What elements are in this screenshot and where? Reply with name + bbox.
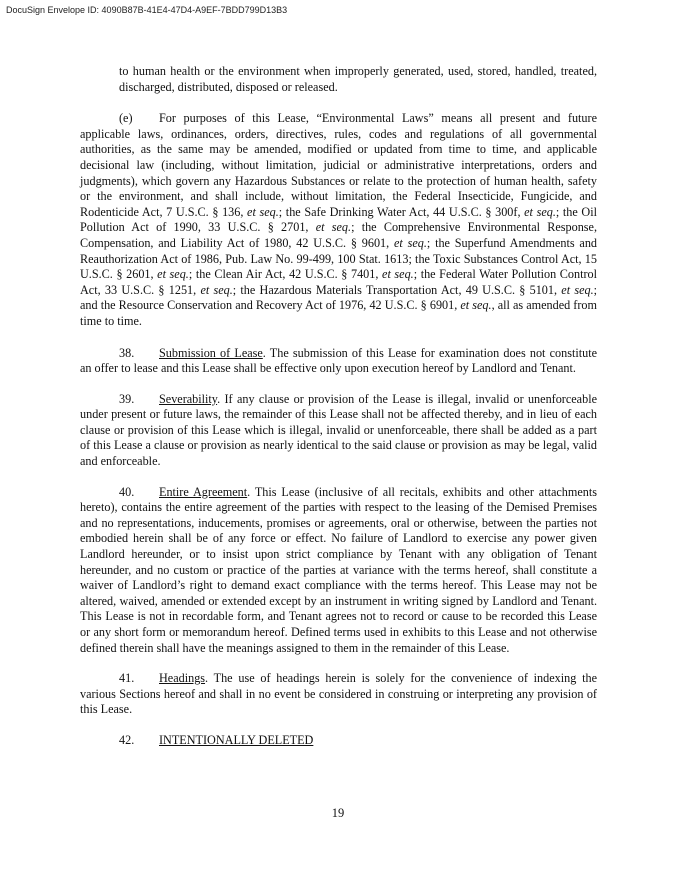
section-number: 40. xyxy=(119,484,135,499)
et-seq: et seq. xyxy=(382,267,414,282)
section-text: . The submission of this Lease for examination does not constitute an offer to lease and this Lease shall be effective only upon execution hereof by Landlord and Tenant. xyxy=(80,345,597,376)
subsection-e-text: ; the Oil Pollution Act of 1990, 33 U.S.C. § 2701, xyxy=(80,204,597,235)
subsection-e-text: ; the Comprehensive Environmental Response, Compensation, and Liability Act of 1980, 42 U.S.C. § 9601, xyxy=(80,220,598,250)
section-number: 39. xyxy=(119,391,135,406)
subsection-e-text: , all as amended from time to time. xyxy=(80,298,597,328)
et-seq: et seq. xyxy=(315,220,352,235)
section-heading: INTENTIONALLY DELETED xyxy=(159,732,314,747)
section-number: 38. xyxy=(119,345,135,360)
et-seq: et seq. xyxy=(247,204,279,219)
subsection-e-text: ; the Clean Air Act, 42 U.S.C. § 7401, xyxy=(188,267,379,282)
subsection-e-text: For purposes of this Lease, “Environmental Laws” means all present and future applicable laws, ordinances, orders, directives, rules, codes and regulations of all governmental authorities, as the same may be amended, modified or updated from time to time, and applicable decisional law (including, without limitation, judicial or administrative interpretations, orders and judgments), which govern any Hazardous Substances or relate to the protection of human health, safety or the environment, and shall include, without limitation, the Federal Insecticide, Fungicide, and Rodenticide Act, 7 U.S.C. § 136, xyxy=(80,111,597,219)
et-seq: et seq. xyxy=(561,282,594,297)
section-number: 41. xyxy=(119,671,135,686)
continuation-paragraph: to human health or the environment when improperly generated, used, stored, handled, treated, discharged, distributed, disposed or released. xyxy=(119,64,597,94)
section-39 xyxy=(80,392,597,470)
section-40 xyxy=(80,485,597,657)
section-heading: Entire Agreement xyxy=(159,484,248,499)
subsection-e-text: ; the Hazardous Materials Transportation Act, 49 U.S.C. § 5101, xyxy=(232,282,558,297)
subsection-e-text: ; and the Resource Conservation and Recovery Act of 1976, 42 U.S.C. § 6901, xyxy=(80,282,598,313)
section-number: 42. xyxy=(119,732,135,747)
section-heading: Headings xyxy=(159,671,206,686)
document-body xyxy=(80,64,597,764)
et-seq: et seq. xyxy=(394,235,427,250)
section-42 xyxy=(80,733,597,749)
section-41 xyxy=(80,671,597,718)
subsection-e-text: ; the Superfund Amendments and Reauthorization Act of 1986, Pub. Law No. 99-499, 100 Stat. 1613; the Toxic Substances Control Act, 15 U.S.C. § 2601, xyxy=(80,235,598,282)
page-number: 19 xyxy=(331,806,345,820)
et-seq: et seq. xyxy=(200,282,233,297)
section-text: . If any clause or provision of the Lease is illegal, invalid or unenforceable under present or future laws, the remainder of this Lease shall not be affected thereby, and in lieu of each clause or provision of this Lease which is illegal, invalid or unenforceable, there shall be added as a part of this Lease a clause or provision as nearly identical to the said clause or provision as may be legal, valid and enforceable. xyxy=(80,391,597,469)
section-text: . The use of headings herein is solely for the convenience of indexing the various Sections hereof and shall in no event be considered in construing or interpreting any provision of this Lease. xyxy=(80,671,597,717)
subsection-e-text: ; the Federal Water Pollution Control Act, 33 U.S.C. § 1251, xyxy=(80,267,598,297)
et-seq: et seq. xyxy=(460,298,492,313)
subsection-e-label: (e) xyxy=(119,111,133,126)
section-heading: Submission of Lease xyxy=(159,345,263,360)
et-seq: et seq. xyxy=(524,204,556,219)
section-text: . This Lease (inclusive of all recitals, exhibits and other attachments hereto), contains the entire agreement of the parties with respect to the leasing of the Demised Premises and no representations, inducements, promises or agreements, oral or otherwise, between the parties not embodied herein shall be of any force or effect. No failure of Landlord to exercise any power given Landlord hereunder, or to insist upon strict compliance by Tenant with any obligation of Tenant hereunder, and no custom or practice of the parties at variance with the terms hereof, shall constitute a waiver of Landlord’s right to demand exact compliance with the terms hereof. This Lease may not be altered, waived, amended or extended except by an instrument in writing signed by Landlord and Tenant. This Lease is not in recordable form, and Tenant agrees not to record or cause to be recorded this Lease or any short form or memorandum hereof. Defined terms used in exhibits to this Lease and not otherwise defined therein shall have the meanings assigned to them in the remainder of this Lease. xyxy=(80,484,597,655)
subsection-e-text: ; the Safe Drinking Water Act, 44 U.S.C. § 300f, xyxy=(278,204,521,219)
docusign-envelope-id: DocuSign Envelope ID: 4090B87B-41E4-47D4-A9EF-7BDD799D13B3 xyxy=(6,5,288,15)
et-seq: et seq. xyxy=(157,267,189,282)
section-38 xyxy=(80,346,597,377)
section-heading: Severability xyxy=(159,391,218,406)
subsection-e-paragraph xyxy=(80,111,597,329)
